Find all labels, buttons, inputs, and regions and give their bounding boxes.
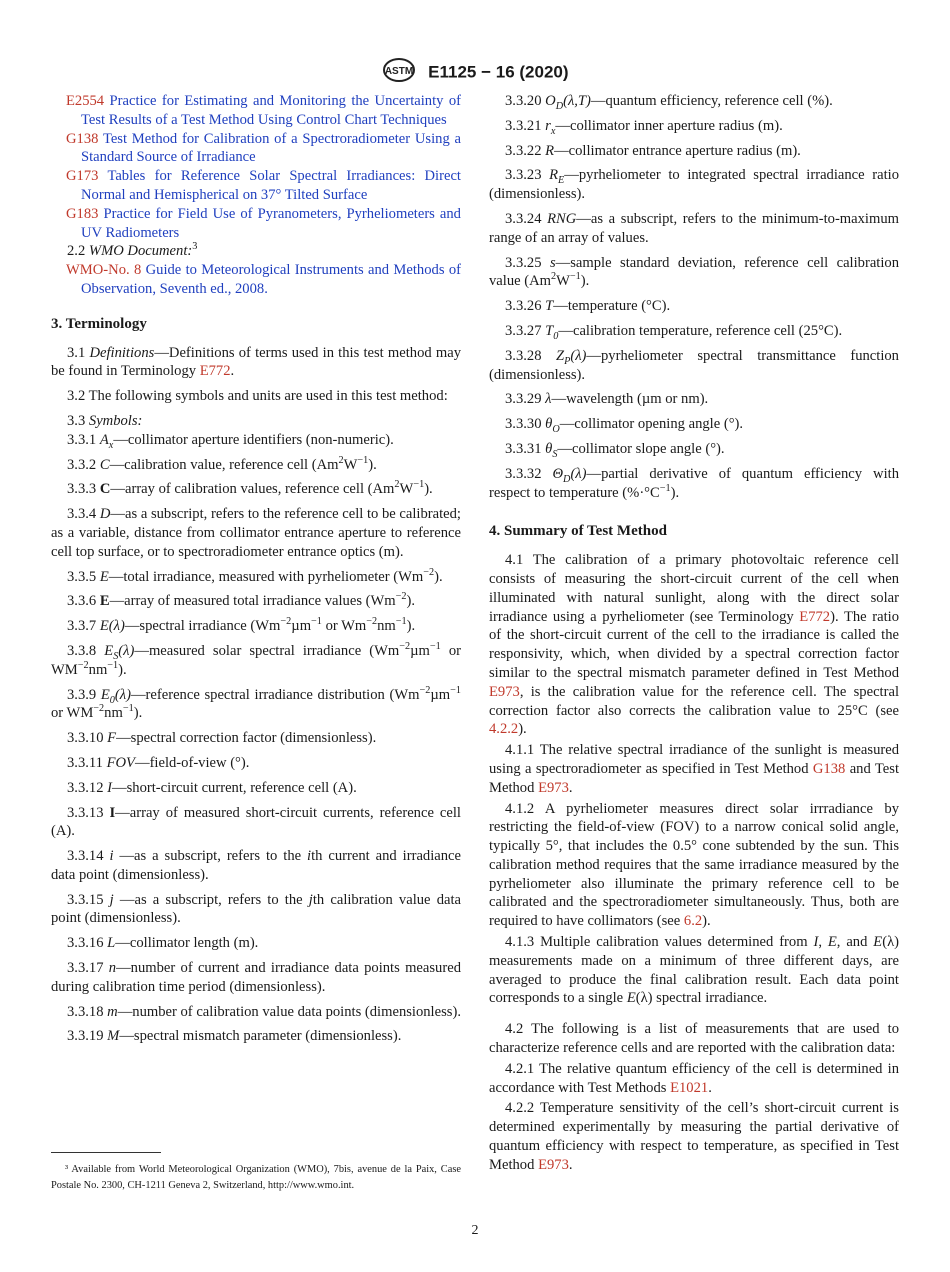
- link-e772[interactable]: E772: [199, 363, 231, 380]
- definition: 3.3.4 D—as a subscript, refers to the reference cell to be calibrated; as a variable, distance from collimator entrance aperture to reference cell top surface, or to spectroradiometer entrance optics (m).: [51, 506, 461, 560]
- definition: 3.3.31 $\theta_S—collimator$ slope angle (°).: [505, 440, 725, 460]
- definition: 3.3.14 i —as a subscript, refers to the ith current and irradiance data point (dimensionless).: [51, 848, 462, 883]
- definition: 3.3.10 F—spectral correction factor (dimensionless).: [67, 730, 377, 747]
- reference-item: [51, 261, 461, 299]
- definition: 3.3.1 $A_x—collimator$ aperture identifiers (non-numeric).: [67, 431, 394, 451]
- definition: 3.3.15 j —as a subscript, refers to the jth calibration value data point (dimensionless).: [51, 891, 461, 927]
- reference-title[interactable]: Test Method for Calibration of a Spectroradiometer Using a Standard Source of Irradiance: [81, 130, 461, 166]
- paragraph: 4.1.2 A pyrheliometer measures direct solar irrradiance by restricting the field-of-view (FOV) to a narrow conical solid angle, typically 5°, that includes the 0.5° cone subtended by the sun. This calibration method requires that the same irradiance measured by the pyrheliometer also illuminate the primary reference cell to be calibrated and the spectroradiometer simultaneously. Thus, both are required to have collimators (see 6.2).: [489, 800, 899, 930]
- reference-code[interactable]: E2554: [66, 93, 105, 109]
- reference-title[interactable]: Practice for Field Use of Pyranometers, Pyrheliometers and UV Radiometers: [81, 205, 461, 241]
- astm-logo: [381, 57, 417, 88]
- left-column: [51, 92, 461, 1052]
- reference-code[interactable]: G173: [66, 168, 99, 185]
- link-g138[interactable]: G138: [812, 760, 846, 777]
- svg-text:ASTM: ASTM: [385, 66, 414, 77]
- reference-code[interactable]: G138: [66, 130, 99, 147]
- link-e772[interactable]: E772: [799, 608, 831, 625]
- definition: 3.3.13 I—array of measured short-circuit currents, reference cell (A).: [51, 804, 461, 840]
- definition: 3.3.3 C—array of calibration values, reference cell $(Am^2W^{-1})$.: [67, 479, 433, 498]
- paragraph: 4.2.1 The relative quantum efficiency of the cell is determined in accordance with Test Methods E1021.: [489, 1060, 899, 1096]
- definition: 3.3.24 RNG—as a subscript, refers to the minimum-to-maximum range of an array of values.: [489, 210, 899, 246]
- section-heading-summary: 4. Summary of Test Method: [489, 523, 667, 540]
- definition: 3.3.28 $Z_P(\lambda)—pyrheliometer$ spectral transmittance function (dimensionless).: [489, 347, 899, 383]
- paragraph: 3.1 Definitions—Definitions of terms used in this test method may be found in Terminology E772.: [51, 344, 461, 380]
- link-e973[interactable]: E973: [489, 683, 520, 700]
- reference-item: [51, 92, 461, 130]
- paragraph: 4.1 The calibration of a primary photovoltaic reference cell consists of measuring the short-circuit current of the cell when illuminated with natural sunlight, along with the direct solar irradiance using a pyrheliometer (see Terminology E772). The ratio of the short-circuit current of the cell to the irradiance is called the responsivity, which, when divided by a spectral correction factor similar to the spectral mismatch parameter defined in Test Method E973, is the calibration value for the reference cell. The spectral correction factor also corrects the calibration value to 25°C (see 4.2.2).: [489, 552, 899, 738]
- link-e1021[interactable]: E1021: [670, 1079, 709, 1096]
- definition: 3.3.11 FOV—field-of-view (°).: [67, 754, 250, 771]
- definition: 3.3.9 $E_0(\lambda)—reference$ spectral irradiance distribution ($Wm^{-2}\mu m^{-1}$ or $WM^{-2}nm^{-1}$).: [51, 684, 461, 722]
- definition: 3.3.32 $\Theta_D(\lambda)—partial$ derivative of quantum efficiency with respect to temperature $(\%\cdot^\circ C^{-1})$.: [489, 465, 899, 501]
- definition: 3.3.30 $\theta_O—collimator$ opening angle (°).: [505, 416, 744, 436]
- definition: 3.3.23 $R_E—pyrheliometer$ to integrated spectral irradiance ratio (dimensionless).: [489, 167, 899, 203]
- right-column: [489, 92, 899, 1181]
- reference-code[interactable]: WMO-No. 8: [66, 262, 142, 279]
- definition: 3.3.25 s—sample standard deviation, reference cell calibration value $(Am^2W^{-1})$.: [489, 254, 899, 290]
- wmo-heading: 2.2 WMO Document:$^3$: [67, 241, 198, 260]
- definition: 3.3.7 E(λ)—spectral irradiance ($Wm^{-2}\mu m^{-1}$ or $Wm^{-2}nm^{-1}$).: [67, 616, 416, 635]
- reference-code[interactable]: G183: [66, 205, 99, 222]
- paragraph: 3.2 The following symbols and units are used in this test method:: [67, 388, 448, 405]
- definition: 3.3.19 M—spectral mismatch parameter (dimensionless).: [67, 1028, 402, 1045]
- reference-item: [51, 205, 461, 243]
- definition: 3.3.18 m—number of calibration value data points (dimensionless).: [67, 1003, 461, 1020]
- definition: 3.3.12 I—short-circuit current, reference cell (A).: [67, 779, 357, 796]
- paragraph: 4.2 The following is a list of measurements that are used to characterize reference cells and are reported with the calibration data:: [489, 1021, 899, 1057]
- definition: 3.3.27 $T_0—calibration$ temperature, reference cell (25°C).: [505, 322, 843, 342]
- paragraph: 4.2.2 Temperature sensitivity of the cell’s short-circuit current is determined experimentally by measuring the partial derivative of quantum efficiency with respect to temperature, as specified in Test Method E973.: [489, 1100, 899, 1173]
- page-number: 2: [471, 1223, 479, 1238]
- reference-title[interactable]: Tables for Reference Solar Spectral Irradiances: Direct Normal and Hemispherical on 37° Tilted Surface: [81, 168, 461, 203]
- definition: 3.3.2 C—calibration value, reference cell $(Am^2W^{-1})$.: [67, 454, 377, 473]
- reference-item: [51, 130, 461, 168]
- definition: 3.3.5 E—total irradiance, measured with pyrheliometer $(Wm^{-2})$.: [67, 566, 443, 585]
- link-e973[interactable]: E973: [538, 1156, 569, 1173]
- standard-designation: E1125 − 16 (2020): [428, 62, 569, 82]
- definition: 3.3.20 $O_D(\lambda,T)—quantum$ efficiency, reference cell (%).: [505, 93, 833, 112]
- section-heading-terminology: 3. Terminology: [51, 315, 147, 332]
- page-header: [0, 57, 950, 88]
- definition: 3.3.21 $r_x—collimator$ inner aperture radius (m).: [505, 117, 783, 137]
- reference-title[interactable]: Guide to Meteorological Instruments and Methods of Observation, Seventh ed., 2008.: [81, 262, 461, 297]
- definition: 3.3.26 T—temperature (°C).: [505, 298, 671, 315]
- definition: 3.3.8 $E_S(\lambda)—measured$ solar spectral irradiance ($Wm^{-2}\mu m^{-1}$ or $WM^{-2}nm^{-1}$).: [51, 641, 461, 678]
- footnote-divider: [51, 1152, 161, 1153]
- definition: 3.3.16 L—collimator length (m).: [67, 935, 259, 952]
- link-4-2-2[interactable]: 4.2.2: [489, 721, 519, 738]
- link-6-2[interactable]: 6.2: [683, 913, 703, 930]
- definition: 3.3.17 n—number of current and irradiance data points measured during calibration time period (dimensionless).: [51, 960, 461, 995]
- reference-title[interactable]: Practice for Estimating and Monitoring the Uncertainty of Test Results of a Test Method Using Control Chart Techniques: [81, 93, 461, 128]
- paragraph: 4.1.1 The relative spectral irradiance of the sunlight is measured using a spectroradiometer as specified in Test Method G138 and Test Method E973.: [489, 742, 899, 796]
- paragraph: 3.3 Symbols:: [67, 412, 143, 429]
- definition: 3.3.22 R—collimator entrance aperture radius (m).: [505, 142, 801, 159]
- definition: 3.3.6 E—array of measured total irradiance values $(Wm^{-2})$.: [67, 591, 416, 610]
- reference-item: [51, 167, 461, 205]
- definition: 3.3.29 λ—wavelength (µm or nm).: [505, 391, 709, 408]
- link-e973[interactable]: E973: [538, 779, 569, 796]
- footnote: ³ Available from World Meteorological Organization (WMO), 7bis, avenue de la Paix, Case Postale No. 2300, CH-1211 Geneva 2, Switzerland, http://www.wmo.int.: [51, 1164, 461, 1191]
- paragraph: 4.1.3 Multiple calibration values determined from I, E, and E(λ) measurements made on a minimum of three different days, are averaged to produce the final calibration result. Each data point corresponds to a single E(λ) spectral irradiance.: [489, 934, 899, 1007]
